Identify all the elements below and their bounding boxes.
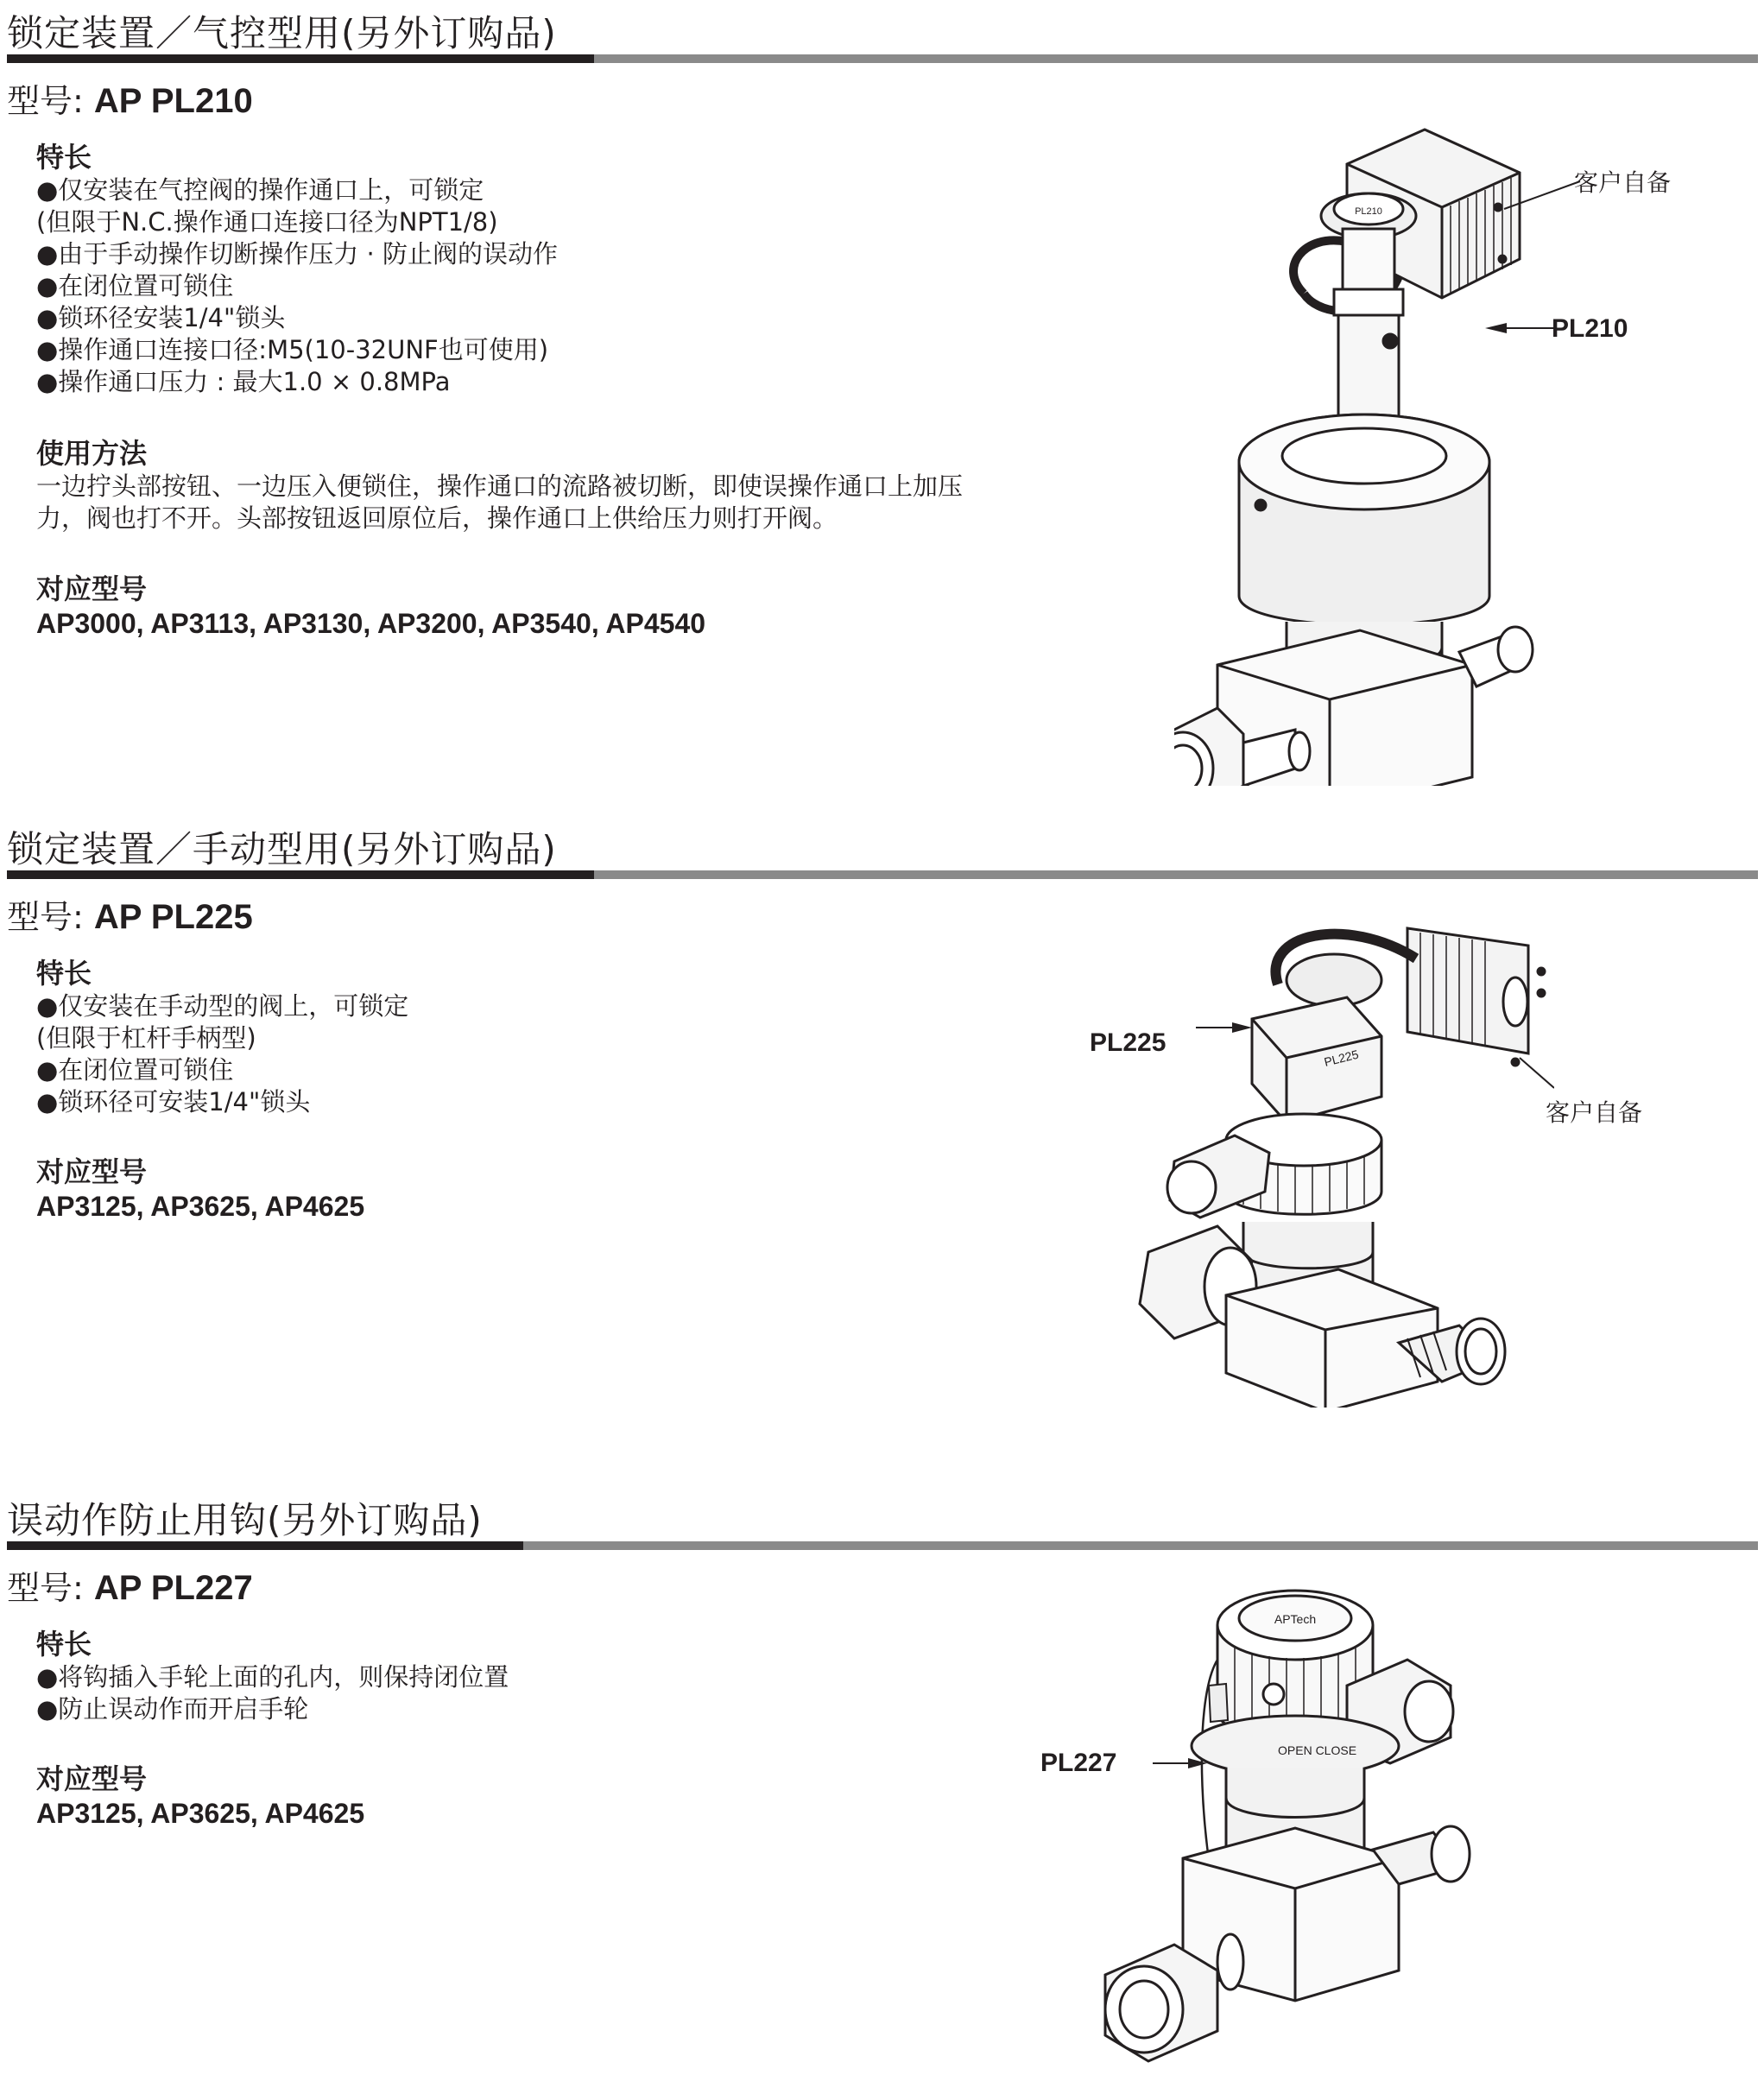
section-pl225 [0,816,1764,1472]
section-title: 误动作防止用钩(另外订购品) [7,1499,483,1541]
model-number: 型号: AP PL210 [7,82,253,120]
section-rule-accent [7,1541,523,1550]
svg-text:APTech: APTech [1274,1612,1317,1626]
pl210-illustration [1174,112,1658,786]
feature-item: ●仅安装在气控阀的操作通口上，可锁定 [36,175,484,205]
feature-item: (但限于杠杆手柄型) [36,1023,256,1053]
features-heading: 特长 [36,957,92,990]
callout-part-pl227: PL227 [1040,1749,1117,1777]
usage-text: 一边拧头部按钮、一边压入便锁住，操作通口的流路被切断，即使误操作通口上加压 [36,471,964,501]
section-rule-accent [7,870,594,879]
compat-heading: 对应型号 [36,573,148,605]
compat-models: AP3125, AP3625, AP4625 [36,1191,365,1222]
usage-text: 力，阀也打不开。头部按钮返回原位后，操作通口上供给压力则打开阀。 [36,503,838,533]
callout-part-pl225: PL225 [1090,1028,1167,1057]
feature-item: (但限于N.C.操作通口连接口径为NPT1/8) [36,207,498,237]
section-title: 锁定装置／气控型用(另外订购品) [7,12,557,54]
callout-part-pl210: PL210 [1552,314,1628,343]
feature-item: ●操作通口压力 : 最大1.0 × 0.8MPa [36,367,451,396]
feature-item: ●防止误动作而开启手轮 [36,1694,309,1724]
feature-item: ●由于手动操作切断操作压力 · 防止阀的误动作 [36,239,558,269]
feature-item: ●锁环径可安装1/4"锁头 [36,1087,311,1117]
section-rule-accent [7,54,594,63]
model-number: 型号: AP PL225 [7,898,253,936]
feature-item: ●在闭位置可锁住 [36,271,234,300]
svg-text:OPEN CLOSE: OPEN CLOSE [1278,1743,1357,1757]
compat-models: AP3000, AP3113, AP3130, AP3200, AP3540, AP4540 [36,608,706,639]
compat-heading: 对应型号 [36,1762,148,1795]
callout-customer-supplied: 客户自备 [1546,1098,1643,1127]
model-number: 型号: AP PL227 [7,1569,253,1607]
feature-item: ●操作通口连接口径:M5(10-32UNF也可使用) [36,335,549,364]
usage-heading: 使用方法 [36,437,148,470]
svg-text:PL210: PL210 [1355,206,1382,217]
feature-item: ●仅安装在手动型的阀上，可锁定 [36,991,409,1021]
compat-models: AP3125, AP3625, AP4625 [36,1798,365,1829]
features-heading: 特长 [36,1628,92,1661]
section-pl227 [0,1487,1764,2075]
feature-item: ●在闭位置可锁住 [36,1055,234,1085]
section-pl210 [0,0,1764,803]
compat-heading: 对应型号 [36,1155,148,1188]
pl225-illustration [1122,924,1554,1408]
svg-text:PL225: PL225 [1322,1047,1361,1069]
pl227-illustration [1088,1582,1502,2066]
section-title: 锁定装置／手动型用(另外订购品) [7,828,557,870]
feature-item: ●将钩插入手轮上面的孔内，则保持闭位置 [36,1662,509,1692]
callout-customer-supplied: 客户自备 [1574,168,1672,197]
feature-item: ●锁环径安装1/4"锁头 [36,303,286,332]
features-heading: 特长 [36,141,92,174]
